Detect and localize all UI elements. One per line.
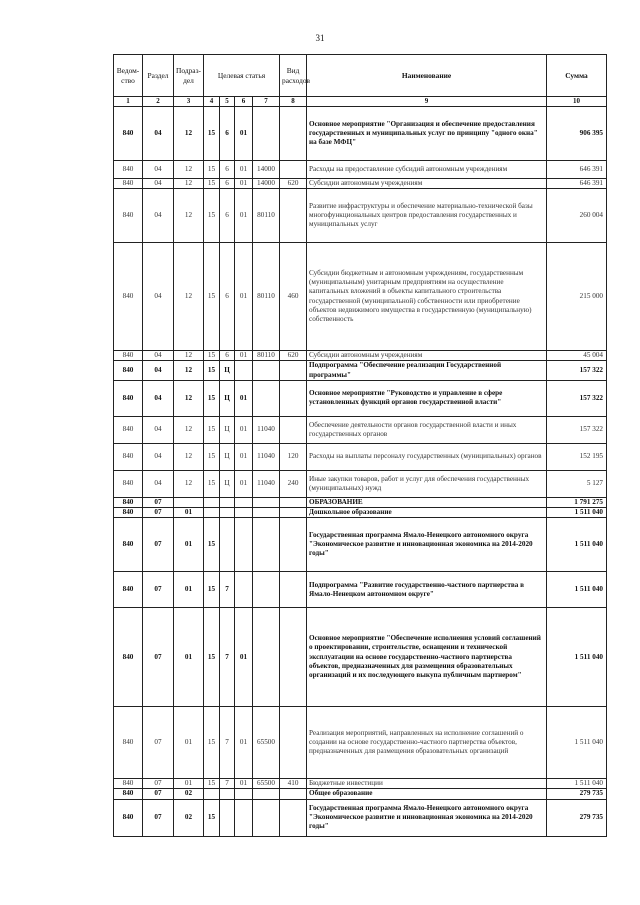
cell-vid-rashodov: 620 xyxy=(280,178,307,188)
cell-target-4 xyxy=(253,572,280,608)
cell-razdel: 07 xyxy=(143,518,174,572)
cell-target-4: 80110 xyxy=(253,189,280,243)
cell-vid-rashodov xyxy=(280,518,307,572)
cell-podrazdel: 02 xyxy=(174,799,204,836)
cell-target-4: 14000 xyxy=(253,178,280,188)
cell-target-1: 15 xyxy=(204,572,220,608)
cell-vedomstvo: 840 xyxy=(114,160,143,178)
cell-razdel: 04 xyxy=(143,361,174,380)
cell-target-1: 15 xyxy=(204,160,220,178)
cell-target-4: 11040 xyxy=(253,470,280,497)
table-row xyxy=(114,243,607,351)
column-number: 4 xyxy=(204,97,220,107)
table-row xyxy=(114,416,607,443)
cell-vid-rashodov: 240 xyxy=(280,470,307,497)
cell-sum: 1 511 040 xyxy=(547,707,607,779)
table-row xyxy=(114,508,607,518)
cell-podrazdel: 12 xyxy=(174,189,204,243)
cell-vedomstvo: 840 xyxy=(114,351,143,361)
cell-target-1: 15 xyxy=(204,106,220,160)
cell-vedomstvo: 840 xyxy=(114,380,143,416)
cell-podrazdel: 12 xyxy=(174,160,204,178)
cell-name: Обеспечение деятельности органов государственной власти и иных государственных органов xyxy=(307,416,547,443)
cell-podrazdel: 01 xyxy=(174,608,204,707)
cell-target-1: 15 xyxy=(204,443,220,470)
cell-sum: 906 395 xyxy=(547,106,607,160)
cell-vedomstvo: 840 xyxy=(114,443,143,470)
cell-razdel: 04 xyxy=(143,443,174,470)
cell-target-3: 01 xyxy=(235,470,253,497)
cell-vid-rashodov xyxy=(280,361,307,380)
column-number: 10 xyxy=(547,97,607,107)
cell-razdel: 07 xyxy=(143,789,174,799)
cell-name: ОБРАЗОВАНИЕ xyxy=(307,497,547,507)
table-row xyxy=(114,160,607,178)
table-row xyxy=(114,572,607,608)
column-number: 7 xyxy=(253,97,280,107)
cell-target-3 xyxy=(235,518,253,572)
table-row xyxy=(114,351,607,361)
cell-podrazdel: 12 xyxy=(174,178,204,188)
cell-sum: 1 511 040 xyxy=(547,608,607,707)
cell-sum: 45 004 xyxy=(547,351,607,361)
cell-target-4: 14000 xyxy=(253,160,280,178)
table-row xyxy=(114,361,607,380)
cell-podrazdel xyxy=(174,497,204,507)
cell-razdel: 04 xyxy=(143,416,174,443)
cell-target-4 xyxy=(253,361,280,380)
cell-sum: 279 735 xyxy=(547,799,607,836)
cell-target-3: 01 xyxy=(235,178,253,188)
cell-razdel: 04 xyxy=(143,178,174,188)
cell-target-3: 01 xyxy=(235,707,253,779)
cell-target-1: 15 xyxy=(204,361,220,380)
cell-target-4 xyxy=(253,799,280,836)
cell-target-4 xyxy=(253,518,280,572)
cell-vedomstvo: 840 xyxy=(114,497,143,507)
table-row xyxy=(114,470,607,497)
cell-target-3: 01 xyxy=(235,608,253,707)
cell-vid-rashodov: 410 xyxy=(280,779,307,789)
cell-target-4: 65500 xyxy=(253,779,280,789)
cell-target-1: 15 xyxy=(204,707,220,779)
cell-vedomstvo: 840 xyxy=(114,789,143,799)
cell-name: Основное мероприятие "Организация и обеспечение предоставления государственных и муниципальных услуг по принципу "одного окна" на базе МФЦ" xyxy=(307,106,547,160)
cell-vid-rashodov xyxy=(280,189,307,243)
cell-name: Иные закупки товаров, работ и услуг для обеспечения государственных (муниципальных) нужд xyxy=(307,470,547,497)
cell-target-2: 6 xyxy=(220,243,235,351)
cell-target-4 xyxy=(253,789,280,799)
cell-target-1: 15 xyxy=(204,416,220,443)
cell-name: Реализация мероприятий, направленных на исполнение соглашений о создании на основе государственно-частного партнерства объектов, предназначенных для размещения образовательных организаций xyxy=(307,707,547,779)
cell-name: Дошкольное образование xyxy=(307,508,547,518)
budget-table xyxy=(113,54,607,837)
cell-vedomstvo: 840 xyxy=(114,608,143,707)
cell-vedomstvo: 840 xyxy=(114,508,143,518)
cell-target-2: 6 xyxy=(220,106,235,160)
cell-vedomstvo: 840 xyxy=(114,470,143,497)
cell-vedomstvo: 840 xyxy=(114,189,143,243)
cell-target-1: 15 xyxy=(204,779,220,789)
cell-vid-rashodov: 460 xyxy=(280,243,307,351)
cell-target-1 xyxy=(204,789,220,799)
cell-vedomstvo: 840 xyxy=(114,106,143,160)
cell-vid-rashodov xyxy=(280,789,307,799)
cell-vedomstvo: 840 xyxy=(114,779,143,789)
cell-target-2: 7 xyxy=(220,608,235,707)
header-row xyxy=(114,55,607,97)
cell-vedomstvo: 840 xyxy=(114,707,143,779)
cell-razdel: 07 xyxy=(143,497,174,507)
cell-podrazdel: 12 xyxy=(174,470,204,497)
cell-podrazdel: 01 xyxy=(174,508,204,518)
cell-target-1: 15 xyxy=(204,380,220,416)
cell-podrazdel: 02 xyxy=(174,789,204,799)
cell-target-2 xyxy=(220,508,235,518)
cell-target-2: 6 xyxy=(220,189,235,243)
cell-target-2: 6 xyxy=(220,351,235,361)
table-row xyxy=(114,608,607,707)
cell-sum: 1 511 040 xyxy=(547,572,607,608)
header-razdel: Раздел xyxy=(143,55,174,97)
cell-target-2: Ц xyxy=(220,443,235,470)
cell-name: Основное мероприятие "Руководство и управление в сфере установленных функций органов государственной власти" xyxy=(307,380,547,416)
cell-vid-rashodov xyxy=(280,572,307,608)
cell-target-1: 15 xyxy=(204,243,220,351)
cell-sum: 1 791 275 xyxy=(547,497,607,507)
cell-razdel: 04 xyxy=(143,106,174,160)
cell-name: Подпрограмма "Развитие государственно-частного партнерства в Ямало-Ненецком автономном округе" xyxy=(307,572,547,608)
page-number: 31 xyxy=(315,33,325,43)
cell-vedomstvo: 840 xyxy=(114,416,143,443)
cell-target-1: 15 xyxy=(204,799,220,836)
cell-vid-rashodov: 120 xyxy=(280,443,307,470)
cell-target-2: 7 xyxy=(220,707,235,779)
cell-vid-rashodov xyxy=(280,799,307,836)
cell-target-4: 11040 xyxy=(253,443,280,470)
cell-vid-rashodov xyxy=(280,160,307,178)
cell-vid-rashodov xyxy=(280,106,307,160)
cell-razdel: 04 xyxy=(143,380,174,416)
cell-target-2: 7 xyxy=(220,779,235,789)
cell-sum: 157 322 xyxy=(547,380,607,416)
cell-podrazdel: 01 xyxy=(174,518,204,572)
cell-vid-rashodov xyxy=(280,416,307,443)
column-number: 3 xyxy=(174,97,204,107)
cell-name: Государственная программа Ямало-Ненецкого автономного округа "Экономическое развитие и инновационная экономика на 2014-2020 годы" xyxy=(307,799,547,836)
column-number: 6 xyxy=(235,97,253,107)
cell-name: Основное мероприятие "Обеспечение исполнения условий соглашений о проектировании, строительстве, оснащении и технической эксплуатации на основе государственно-частного партнерства объектов, предназначенных для размещения образовательных организаций и их последующего выкупа публичным партнером" xyxy=(307,608,547,707)
cell-sum: 646 391 xyxy=(547,160,607,178)
cell-razdel: 07 xyxy=(143,799,174,836)
cell-target-4 xyxy=(253,380,280,416)
cell-sum: 157 322 xyxy=(547,361,607,380)
cell-razdel: 04 xyxy=(143,470,174,497)
cell-vedomstvo: 840 xyxy=(114,178,143,188)
cell-sum: 279 735 xyxy=(547,789,607,799)
cell-target-2 xyxy=(220,799,235,836)
table-row xyxy=(114,178,607,188)
cell-target-2: Ц xyxy=(220,380,235,416)
cell-target-2 xyxy=(220,497,235,507)
cell-target-2: Ц xyxy=(220,361,235,380)
cell-vedomstvo: 840 xyxy=(114,243,143,351)
cell-vedomstvo: 840 xyxy=(114,518,143,572)
cell-razdel: 07 xyxy=(143,779,174,789)
cell-razdel: 04 xyxy=(143,160,174,178)
cell-name: Расходы на выплаты персоналу государственных (муниципальных) органов xyxy=(307,443,547,470)
cell-target-3 xyxy=(235,508,253,518)
cell-target-3 xyxy=(235,799,253,836)
cell-target-4 xyxy=(253,508,280,518)
cell-razdel: 07 xyxy=(143,572,174,608)
cell-podrazdel: 12 xyxy=(174,106,204,160)
column-number-row xyxy=(114,97,607,107)
table-row xyxy=(114,443,607,470)
cell-target-3: 01 xyxy=(235,189,253,243)
cell-target-1: 15 xyxy=(204,351,220,361)
table-row xyxy=(114,189,607,243)
header-name: Наименование xyxy=(307,55,547,97)
cell-name: Подпрограмма "Обеспечение реализации Государственной программы" xyxy=(307,361,547,380)
cell-target-3: 01 xyxy=(235,380,253,416)
cell-target-1 xyxy=(204,497,220,507)
column-number: 8 xyxy=(280,97,307,107)
header-celevaya: Целевая статья xyxy=(204,55,280,97)
cell-target-2 xyxy=(220,518,235,572)
cell-target-3: 01 xyxy=(235,779,253,789)
cell-target-3: 01 xyxy=(235,351,253,361)
cell-target-3: 01 xyxy=(235,160,253,178)
cell-name: Субсидии автономным учреждениям xyxy=(307,351,547,361)
cell-name: Развитие инфраструктуры и обеспечение материально-технической базы многофункциональных центров предоставления государственных и муниципальных услуг xyxy=(307,189,547,243)
cell-razdel: 04 xyxy=(143,243,174,351)
cell-target-4: 80110 xyxy=(253,243,280,351)
cell-razdel: 07 xyxy=(143,508,174,518)
cell-vedomstvo: 840 xyxy=(114,361,143,380)
cell-razdel: 04 xyxy=(143,351,174,361)
cell-sum: 1 511 040 xyxy=(547,779,607,789)
column-number: 9 xyxy=(307,97,547,107)
cell-vedomstvo: 840 xyxy=(114,572,143,608)
column-number: 1 xyxy=(114,97,143,107)
header-sum: Сумма xyxy=(547,55,607,97)
table-row xyxy=(114,779,607,789)
cell-target-3 xyxy=(235,497,253,507)
cell-sum: 157 322 xyxy=(547,416,607,443)
cell-sum: 5 127 xyxy=(547,470,607,497)
cell-sum: 1 511 040 xyxy=(547,518,607,572)
cell-name: Государственная программа Ямало-Ненецкого автономного округа "Экономическое развитие и инновационная экономика на 2014-2020 годы" xyxy=(307,518,547,572)
cell-name: Субсидии автономным учреждениям xyxy=(307,178,547,188)
cell-podrazdel: 12 xyxy=(174,416,204,443)
header-podrazdel: Подраз-дел xyxy=(174,55,204,97)
cell-target-2 xyxy=(220,789,235,799)
cell-sum: 1 511 040 xyxy=(547,508,607,518)
cell-name: Бюджетные инвестиции xyxy=(307,779,547,789)
cell-razdel: 04 xyxy=(143,189,174,243)
cell-target-4 xyxy=(253,497,280,507)
cell-podrazdel: 12 xyxy=(174,361,204,380)
cell-target-3 xyxy=(235,789,253,799)
cell-target-2: 6 xyxy=(220,178,235,188)
cell-sum: 152 195 xyxy=(547,443,607,470)
cell-vid-rashodov xyxy=(280,707,307,779)
cell-target-2: 7 xyxy=(220,572,235,608)
cell-target-1: 15 xyxy=(204,189,220,243)
cell-target-4: 65500 xyxy=(253,707,280,779)
cell-razdel: 07 xyxy=(143,608,174,707)
cell-sum: 646 391 xyxy=(547,178,607,188)
table-row xyxy=(114,497,607,507)
cell-vid-rashodov xyxy=(280,608,307,707)
cell-target-1: 15 xyxy=(204,608,220,707)
cell-podrazdel: 12 xyxy=(174,380,204,416)
table-row xyxy=(114,799,607,836)
table-row xyxy=(114,518,607,572)
cell-name: Субсидии бюджетным и автономным учреждениям, государственным (муниципальным) унитарным предприятиям на осуществление капитальных вложений в объекты капитального строительства государственной (муниципальной) собственности или приобретение объектов недвижимого имущества в государственную (муниципальную) собственность xyxy=(307,243,547,351)
cell-sum: 215 000 xyxy=(547,243,607,351)
cell-target-4 xyxy=(253,106,280,160)
cell-target-3 xyxy=(235,361,253,380)
column-number: 5 xyxy=(220,97,235,107)
cell-vedomstvo: 840 xyxy=(114,799,143,836)
cell-target-1: 15 xyxy=(204,518,220,572)
table-row xyxy=(114,707,607,779)
table-row xyxy=(114,380,607,416)
cell-podrazdel: 01 xyxy=(174,779,204,789)
cell-podrazdel: 12 xyxy=(174,243,204,351)
cell-vid-rashodov xyxy=(280,508,307,518)
header-vedomstvo: Ведом-ство xyxy=(114,55,143,97)
header-vid-rashodov: Вид расходов xyxy=(280,55,307,97)
column-number: 2 xyxy=(143,97,174,107)
cell-vid-rashodov xyxy=(280,380,307,416)
cell-target-1 xyxy=(204,508,220,518)
cell-razdel: 07 xyxy=(143,707,174,779)
cell-target-4: 80110 xyxy=(253,351,280,361)
cell-podrazdel: 01 xyxy=(174,707,204,779)
cell-target-2: 6 xyxy=(220,160,235,178)
cell-target-4 xyxy=(253,608,280,707)
cell-vid-rashodov xyxy=(280,497,307,507)
cell-target-3: 01 xyxy=(235,416,253,443)
cell-name: Расходы на предоставление субсидий автономным учреждениям xyxy=(307,160,547,178)
cell-target-3: 01 xyxy=(235,443,253,470)
cell-target-4: 11040 xyxy=(253,416,280,443)
cell-podrazdel: 01 xyxy=(174,572,204,608)
cell-name: Общее образование xyxy=(307,789,547,799)
cell-sum: 260 004 xyxy=(547,189,607,243)
cell-target-1: 15 xyxy=(204,470,220,497)
cell-target-3: 01 xyxy=(235,243,253,351)
cell-target-3 xyxy=(235,572,253,608)
cell-podrazdel: 12 xyxy=(174,351,204,361)
table-row xyxy=(114,106,607,160)
cell-podrazdel: 12 xyxy=(174,443,204,470)
cell-vid-rashodov: 620 xyxy=(280,351,307,361)
cell-target-2: Ц xyxy=(220,470,235,497)
cell-target-3: 01 xyxy=(235,106,253,160)
cell-target-1: 15 xyxy=(204,178,220,188)
table-row xyxy=(114,789,607,799)
cell-target-2: Ц xyxy=(220,416,235,443)
